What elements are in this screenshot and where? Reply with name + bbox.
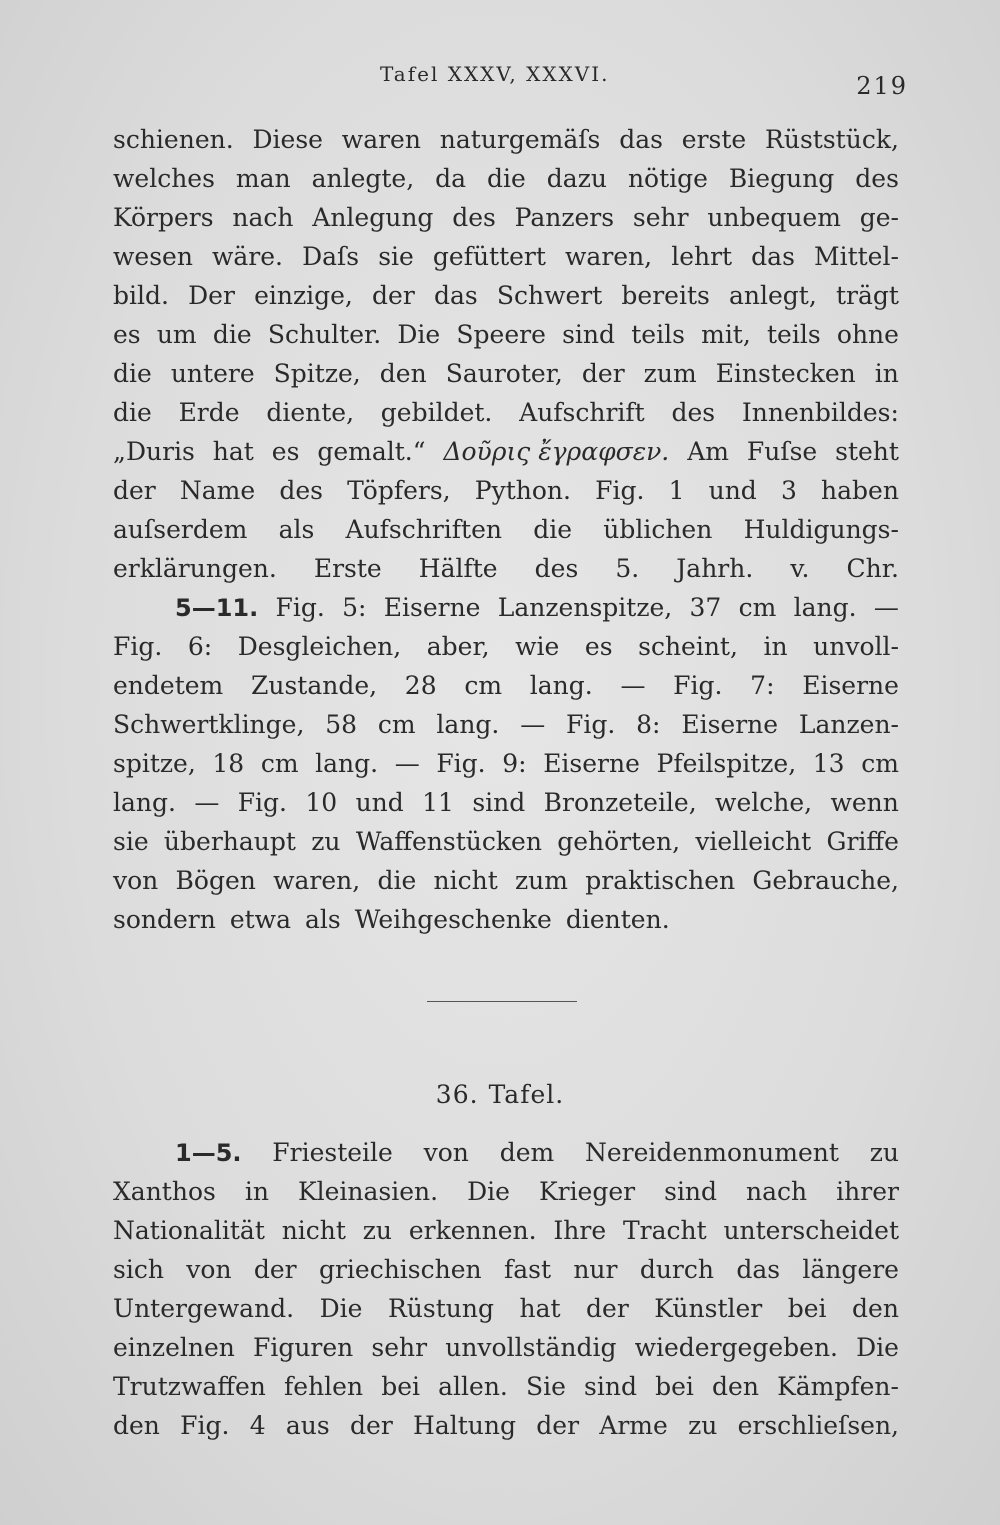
word: in bbox=[763, 632, 788, 661]
text-line bbox=[113, 1172, 899, 1211]
word: Nationalität bbox=[113, 1216, 265, 1245]
word: wenn bbox=[830, 788, 899, 817]
text-line bbox=[113, 1328, 899, 1367]
word: des bbox=[452, 203, 496, 232]
word: lehrt bbox=[671, 242, 733, 271]
word: Fig. bbox=[275, 593, 325, 622]
word: Mittel- bbox=[814, 242, 899, 271]
text-line bbox=[113, 471, 899, 510]
word: Anlegung bbox=[312, 203, 434, 232]
word: Fig. bbox=[673, 671, 723, 700]
text-line bbox=[113, 1289, 899, 1328]
word: dazu bbox=[546, 164, 607, 193]
word: Die bbox=[319, 1294, 363, 1323]
word: bei bbox=[655, 1372, 694, 1401]
word: Kämpfen- bbox=[777, 1372, 899, 1401]
word: bei bbox=[787, 1294, 827, 1323]
section-divider bbox=[427, 1001, 577, 1002]
word: erklärungen. bbox=[113, 554, 277, 583]
word: erschlieſsen, bbox=[737, 1411, 899, 1440]
word: des bbox=[279, 476, 323, 505]
word: aus bbox=[285, 1411, 330, 1440]
word: das bbox=[433, 281, 478, 310]
word: endetem bbox=[113, 671, 224, 700]
word: Zustande, bbox=[250, 671, 378, 700]
word: teils bbox=[767, 320, 821, 349]
word: Ihre bbox=[553, 1216, 607, 1245]
word: Aufschrift bbox=[519, 398, 645, 427]
word: welches bbox=[113, 164, 215, 193]
word: sind bbox=[562, 320, 616, 349]
word: 3 bbox=[780, 476, 797, 505]
word: Figuren bbox=[252, 1333, 354, 1362]
word: nicht bbox=[281, 1216, 346, 1245]
text-line bbox=[113, 549, 899, 588]
word: der bbox=[586, 1294, 629, 1323]
word: Fig. bbox=[595, 476, 645, 505]
word: spitze, bbox=[113, 749, 196, 778]
word: man bbox=[235, 164, 291, 193]
text-line bbox=[113, 354, 899, 393]
word: hat bbox=[519, 1294, 561, 1323]
text-line bbox=[113, 393, 899, 432]
word: zu bbox=[869, 1138, 899, 1167]
word: des bbox=[855, 164, 899, 193]
word: es bbox=[584, 632, 613, 661]
word: allen. bbox=[438, 1372, 508, 1401]
text-line bbox=[113, 861, 899, 900]
text-line bbox=[113, 822, 899, 861]
word: es bbox=[271, 437, 300, 466]
word: erste bbox=[681, 125, 747, 154]
word: die bbox=[113, 359, 152, 388]
word: das bbox=[736, 1255, 781, 1284]
word: Hälfte bbox=[418, 554, 498, 583]
word: nötige bbox=[627, 164, 708, 193]
text-line bbox=[113, 237, 899, 276]
word: Erste bbox=[313, 554, 382, 583]
word: 11 bbox=[422, 788, 454, 817]
word: Pfeilspitze, bbox=[656, 749, 797, 778]
word: Eiserne bbox=[681, 710, 779, 739]
word: Waffenstücken bbox=[355, 827, 542, 856]
word: als bbox=[278, 515, 315, 544]
word: des bbox=[534, 554, 579, 583]
word: sie bbox=[378, 242, 414, 271]
word: von bbox=[423, 1138, 469, 1167]
word: gebildet. bbox=[380, 398, 493, 427]
text-line bbox=[113, 1250, 899, 1289]
word: diente, bbox=[266, 398, 355, 427]
word: — bbox=[194, 788, 220, 817]
figure-range-label: 5—11. bbox=[175, 594, 259, 622]
word: Rüststück, bbox=[765, 125, 899, 154]
word: praktischen bbox=[585, 866, 736, 895]
text-line bbox=[113, 1211, 899, 1250]
word: Schwert bbox=[496, 281, 603, 310]
word: Die bbox=[467, 1177, 510, 1206]
word: zu bbox=[362, 1216, 393, 1245]
word: überhaupt bbox=[163, 827, 296, 856]
word: cm bbox=[738, 593, 777, 622]
word: Künstler bbox=[654, 1294, 763, 1323]
word: waren, bbox=[273, 866, 361, 895]
word: längere bbox=[802, 1255, 899, 1284]
word: fast bbox=[503, 1255, 551, 1284]
text-line bbox=[113, 588, 899, 627]
word: der bbox=[581, 359, 625, 388]
word: lang. bbox=[315, 749, 379, 778]
text-line bbox=[113, 432, 899, 471]
word: den bbox=[379, 359, 427, 388]
text-line bbox=[113, 198, 899, 237]
word: Haltung bbox=[413, 1411, 516, 1440]
page-header bbox=[380, 62, 908, 102]
word: 18 bbox=[212, 749, 245, 778]
word: 10 bbox=[305, 788, 338, 817]
word: Aufschriften bbox=[345, 515, 502, 544]
word: erkennen. bbox=[408, 1216, 537, 1245]
word: Bögen bbox=[175, 866, 256, 895]
text-line bbox=[113, 900, 899, 939]
word: sind bbox=[584, 1372, 637, 1401]
word: wie bbox=[515, 632, 560, 661]
word: wiedergegeben. bbox=[634, 1333, 838, 1362]
word: in bbox=[874, 359, 899, 388]
text-line bbox=[113, 315, 899, 354]
word: Daſs bbox=[302, 242, 360, 271]
word: Lanzen- bbox=[798, 710, 899, 739]
word: welche, bbox=[715, 788, 813, 817]
word: auſserdem bbox=[113, 515, 248, 544]
word: die bbox=[533, 515, 573, 544]
word: zu bbox=[688, 1411, 718, 1440]
word: zum bbox=[643, 359, 697, 388]
word: Fig. bbox=[237, 788, 287, 817]
word: zu bbox=[311, 827, 341, 856]
word: Einstecken bbox=[715, 359, 856, 388]
word: durch bbox=[639, 1255, 714, 1284]
word: von bbox=[186, 1255, 232, 1284]
word: Diese bbox=[252, 125, 323, 154]
word: Arme bbox=[599, 1411, 668, 1440]
word: nach bbox=[746, 1177, 808, 1206]
word: Jahrh. bbox=[676, 554, 754, 583]
word: der bbox=[372, 281, 415, 310]
word: 5. bbox=[615, 554, 640, 583]
word: wäre. bbox=[212, 242, 283, 271]
text-line bbox=[113, 705, 899, 744]
word: — bbox=[873, 593, 899, 622]
text-line bbox=[113, 1406, 899, 1445]
word: sehr bbox=[632, 203, 689, 232]
word: bei bbox=[381, 1372, 420, 1401]
word: wesen bbox=[113, 242, 193, 271]
word: 1 bbox=[668, 476, 685, 505]
greek-inscription: Δοῦρις ἔγραφσεν. bbox=[443, 437, 670, 466]
running-title: Tafel XXXV, XXXVI. bbox=[380, 62, 610, 86]
word: v. bbox=[790, 554, 810, 583]
word: das bbox=[619, 125, 663, 154]
word: sehr bbox=[371, 1333, 428, 1362]
word: und bbox=[708, 476, 757, 505]
word: Speere bbox=[456, 320, 546, 349]
word: 9: bbox=[502, 749, 527, 778]
word: Erde bbox=[178, 398, 240, 427]
word: hat bbox=[212, 437, 254, 466]
word: sind bbox=[664, 1177, 718, 1206]
word: unterscheidet bbox=[723, 1216, 899, 1245]
word: 5: bbox=[342, 593, 367, 622]
word: Fig. bbox=[180, 1411, 230, 1440]
text-line bbox=[113, 666, 899, 705]
word: ihrer bbox=[836, 1177, 899, 1206]
word: dem bbox=[499, 1138, 555, 1167]
word: üblichen bbox=[603, 515, 713, 544]
word: zum bbox=[515, 866, 568, 895]
word: Eiserne bbox=[802, 671, 899, 700]
text-line bbox=[113, 783, 899, 822]
word: mit, bbox=[701, 320, 751, 349]
word: — bbox=[520, 710, 546, 739]
word: Biegung bbox=[728, 164, 835, 193]
word: das bbox=[751, 242, 795, 271]
word: gemalt.“ bbox=[317, 437, 426, 466]
word: sind bbox=[472, 788, 526, 817]
word: einzelnen bbox=[113, 1333, 235, 1362]
word: griechischen bbox=[318, 1255, 482, 1284]
word: Untergewand. bbox=[113, 1294, 295, 1323]
word: 58 bbox=[325, 710, 358, 739]
word: Die bbox=[397, 320, 441, 349]
body-text bbox=[113, 120, 899, 939]
word: in bbox=[244, 1177, 269, 1206]
word: 28 bbox=[404, 671, 437, 700]
word: Friesteile bbox=[272, 1138, 393, 1167]
word: Eiserne bbox=[543, 749, 640, 778]
word: Sauroter, bbox=[445, 359, 563, 388]
word: — bbox=[394, 749, 420, 778]
word: Sie bbox=[526, 1372, 566, 1401]
word: cm bbox=[861, 749, 899, 778]
word: anlegte, bbox=[311, 164, 415, 193]
word: schienen. bbox=[113, 125, 234, 154]
text-line bbox=[113, 510, 899, 549]
word: der bbox=[350, 1411, 393, 1440]
text-line bbox=[113, 276, 899, 315]
word: den bbox=[113, 1411, 160, 1440]
word: Desgleichen, bbox=[237, 632, 402, 661]
word: die bbox=[113, 398, 152, 427]
section-heading bbox=[0, 1080, 1000, 1109]
section-number: 36. bbox=[435, 1080, 479, 1109]
text-line bbox=[113, 744, 899, 783]
word: trägt bbox=[835, 281, 899, 310]
word: Panzers bbox=[514, 203, 615, 232]
word: teils bbox=[631, 320, 685, 349]
word: sich bbox=[113, 1255, 164, 1284]
word: unbequem bbox=[707, 203, 841, 232]
word: um bbox=[156, 320, 197, 349]
word: nicht bbox=[433, 866, 498, 895]
word: nur bbox=[573, 1255, 618, 1284]
word: die bbox=[212, 320, 252, 349]
text-line bbox=[113, 120, 899, 159]
word: Tracht bbox=[622, 1216, 707, 1245]
word: Python. bbox=[474, 476, 571, 505]
word: die bbox=[377, 866, 417, 895]
word: 8: bbox=[636, 710, 661, 739]
word: dienten. bbox=[565, 905, 670, 934]
section-text bbox=[113, 1133, 899, 1445]
word: aber, bbox=[426, 632, 490, 661]
figure-range-label: 1—5. bbox=[175, 1139, 242, 1167]
word: des bbox=[671, 398, 716, 427]
word: Rüstung bbox=[387, 1294, 494, 1323]
word: als bbox=[305, 905, 341, 934]
word: anlegt, bbox=[729, 281, 817, 310]
page-number: 219 bbox=[856, 72, 908, 100]
word: unvollständig bbox=[445, 1333, 617, 1362]
word: 37 bbox=[689, 593, 722, 622]
word: Töpfers, bbox=[347, 476, 451, 505]
word: sondern bbox=[113, 905, 216, 934]
word: 7: bbox=[750, 671, 775, 700]
word: fehlen bbox=[284, 1372, 364, 1401]
word: gehörten, bbox=[557, 827, 681, 856]
word: sie bbox=[113, 827, 149, 856]
word: Der bbox=[188, 281, 235, 310]
word: Fuſse bbox=[746, 437, 818, 466]
section-title: Tafel. bbox=[488, 1080, 565, 1109]
word: es bbox=[113, 320, 141, 349]
word: Name bbox=[179, 476, 256, 505]
word: Die bbox=[856, 1333, 899, 1362]
word: untere bbox=[170, 359, 255, 388]
word: Trutzwaffen bbox=[113, 1372, 266, 1401]
word: ge- bbox=[859, 203, 899, 232]
word: da bbox=[435, 164, 467, 193]
word: etwa bbox=[229, 905, 291, 934]
word: cm bbox=[260, 749, 299, 778]
text-line bbox=[113, 1367, 899, 1406]
word: Schwertklinge, bbox=[113, 710, 305, 739]
word: cm bbox=[464, 671, 503, 700]
word: 6: bbox=[187, 632, 213, 661]
word: Chr. bbox=[846, 554, 899, 583]
word: Fig. bbox=[436, 749, 486, 778]
word: den bbox=[852, 1294, 899, 1323]
word: Körpers bbox=[113, 203, 214, 232]
word: Spitze, bbox=[273, 359, 361, 388]
word: Xanthos bbox=[113, 1177, 216, 1206]
word: Griffe bbox=[826, 827, 899, 856]
word: Lanzenspitze, bbox=[497, 593, 673, 622]
word: Gebrauche, bbox=[752, 866, 899, 895]
word: lang. bbox=[793, 593, 857, 622]
word: 4 bbox=[249, 1411, 266, 1440]
word: waren, bbox=[565, 242, 653, 271]
word: ohne bbox=[836, 320, 899, 349]
word: unvoll- bbox=[813, 632, 899, 661]
word: Kleinasien. bbox=[297, 1177, 439, 1206]
word: die bbox=[487, 164, 526, 193]
word: und bbox=[355, 788, 404, 817]
word: steht bbox=[835, 437, 899, 466]
word: bild. bbox=[113, 281, 169, 310]
word: gefüttert bbox=[432, 242, 546, 271]
word: lang. bbox=[529, 671, 593, 700]
word: von bbox=[113, 866, 159, 895]
word: Krieger bbox=[538, 1177, 636, 1206]
text-line bbox=[113, 159, 899, 198]
word: der bbox=[113, 476, 156, 505]
word: nach bbox=[232, 203, 294, 232]
word: der bbox=[536, 1411, 580, 1440]
word: 13 bbox=[812, 749, 845, 778]
word: Eiserne bbox=[383, 593, 481, 622]
text-line bbox=[113, 1133, 899, 1172]
word: lang. bbox=[113, 788, 176, 817]
text-line bbox=[113, 627, 899, 666]
word: der bbox=[253, 1255, 297, 1284]
word: scheint, bbox=[638, 632, 738, 661]
word: „Duris bbox=[113, 437, 195, 466]
word: Nereidenmonument bbox=[584, 1138, 839, 1167]
word: bereits bbox=[621, 281, 710, 310]
word: — bbox=[620, 671, 646, 700]
word: Fig. bbox=[113, 632, 163, 661]
word: Fig. bbox=[566, 710, 616, 739]
word: lang. bbox=[436, 710, 500, 739]
word: Weihgeschenke bbox=[354, 905, 552, 934]
word: den bbox=[712, 1372, 759, 1401]
word: naturgemäſs bbox=[439, 125, 601, 154]
word: Huldigungs- bbox=[743, 515, 899, 544]
word: Bronzeteile, bbox=[543, 788, 697, 817]
word: vielleicht bbox=[695, 827, 812, 856]
word: Innenbildes: bbox=[741, 398, 899, 427]
word: Schulter. bbox=[267, 320, 382, 349]
word: einzige, bbox=[254, 281, 353, 310]
word: cm bbox=[377, 710, 416, 739]
word: waren bbox=[341, 125, 421, 154]
word: Am bbox=[687, 437, 729, 466]
word: haben bbox=[821, 476, 899, 505]
